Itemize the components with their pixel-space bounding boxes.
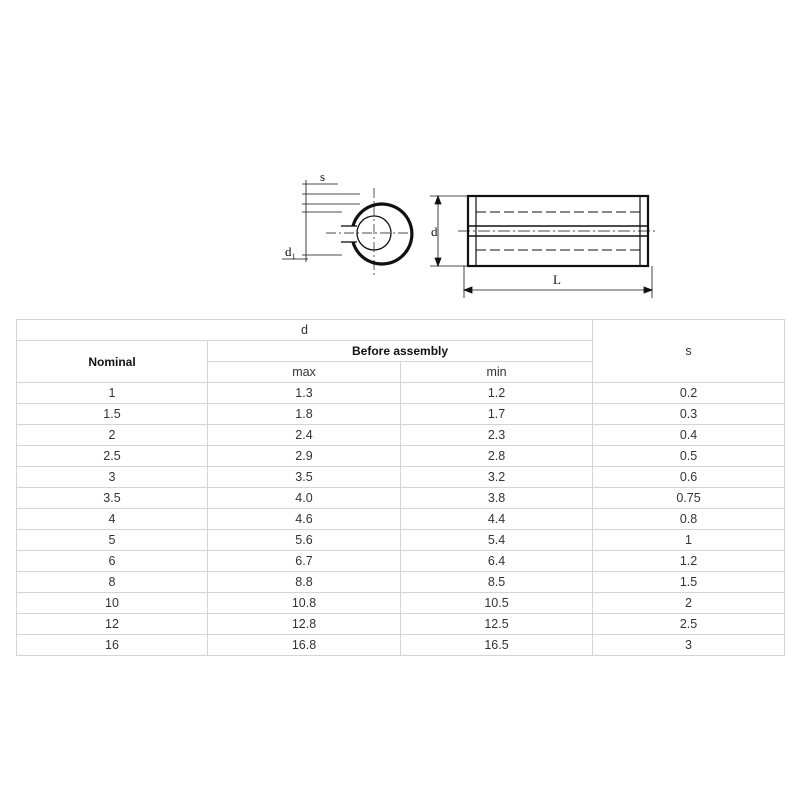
cell-min: 16.5 [401,635,593,656]
spec-table [16,319,785,656]
table-row [17,488,785,509]
cell-nominal: 8 [17,572,208,593]
table-row [17,467,785,488]
table-row [17,509,785,530]
cell-nominal: 1.5 [17,404,208,425]
s-dimension [302,180,360,212]
cell-nominal: 3.5 [17,488,208,509]
cell-nominal: 3 [17,467,208,488]
end-view [326,188,416,276]
cell-min: 2.3 [401,425,593,446]
cell-s: 1.5 [593,572,785,593]
table-row [17,614,785,635]
cell-min: 3.8 [401,488,593,509]
header-s: s [593,320,785,383]
cell-min: 12.5 [401,614,593,635]
cell-nominal: 10 [17,593,208,614]
cell-min: 1.7 [401,404,593,425]
cell-max: 1.8 [208,404,401,425]
cell-s: 2 [593,593,785,614]
cell-max: 1.3 [208,383,401,404]
header-d: d [17,320,593,341]
cell-s: 0.4 [593,425,785,446]
cell-nominal: 5 [17,530,208,551]
header-max: max [208,362,401,383]
table-row [17,446,785,467]
s-label: s [320,169,326,184]
cell-nominal: 16 [17,635,208,656]
header-nominal: Nominal [17,341,208,383]
table-row [17,572,785,593]
cell-max: 6.7 [208,551,401,572]
cell-s: 1.2 [593,551,785,572]
cell-min: 3.2 [401,467,593,488]
cell-nominal: 6 [17,551,208,572]
cell-nominal: 2 [17,425,208,446]
table-row [17,404,785,425]
cell-max: 4.0 [208,488,401,509]
d1-label: d₁ [285,244,297,259]
cell-max: 16.8 [208,635,401,656]
cell-max: 4.6 [208,509,401,530]
cell-s: 1 [593,530,785,551]
cell-nominal: 4 [17,509,208,530]
cell-max: 2.4 [208,425,401,446]
cell-s: 0.5 [593,446,785,467]
cell-max: 2.9 [208,446,401,467]
table-row [17,383,785,404]
header-min: min [401,362,593,383]
table-row [17,551,785,572]
cell-min: 8.5 [401,572,593,593]
cell-max: 3.5 [208,467,401,488]
cell-min: 10.5 [401,593,593,614]
cell-min: 2.8 [401,446,593,467]
header-before-assembly: Before assembly [208,341,593,362]
cell-s: 2.5 [593,614,785,635]
cell-nominal: 2.5 [17,446,208,467]
cell-max: 12.8 [208,614,401,635]
table-row [17,635,785,656]
table-row [17,530,785,551]
cell-nominal: 12 [17,614,208,635]
cell-min: 5.4 [401,530,593,551]
spring-pin-drawing [0,150,800,310]
table-body [17,383,785,656]
table-row [17,425,785,446]
cell-s: 0.8 [593,509,785,530]
cell-min: 1.2 [401,383,593,404]
l-label: L [553,272,561,287]
cell-s: 3 [593,635,785,656]
cell-nominal: 1 [17,383,208,404]
cell-s: 0.3 [593,404,785,425]
cell-s: 0.6 [593,467,785,488]
cell-max: 5.6 [208,530,401,551]
cell-min: 6.4 [401,551,593,572]
cell-s: 0.2 [593,383,785,404]
cell-max: 8.8 [208,572,401,593]
cell-min: 4.4 [401,509,593,530]
table-row [17,593,785,614]
d-label: d [431,224,438,239]
cell-max: 10.8 [208,593,401,614]
cell-s: 0.75 [593,488,785,509]
side-view [458,196,658,266]
